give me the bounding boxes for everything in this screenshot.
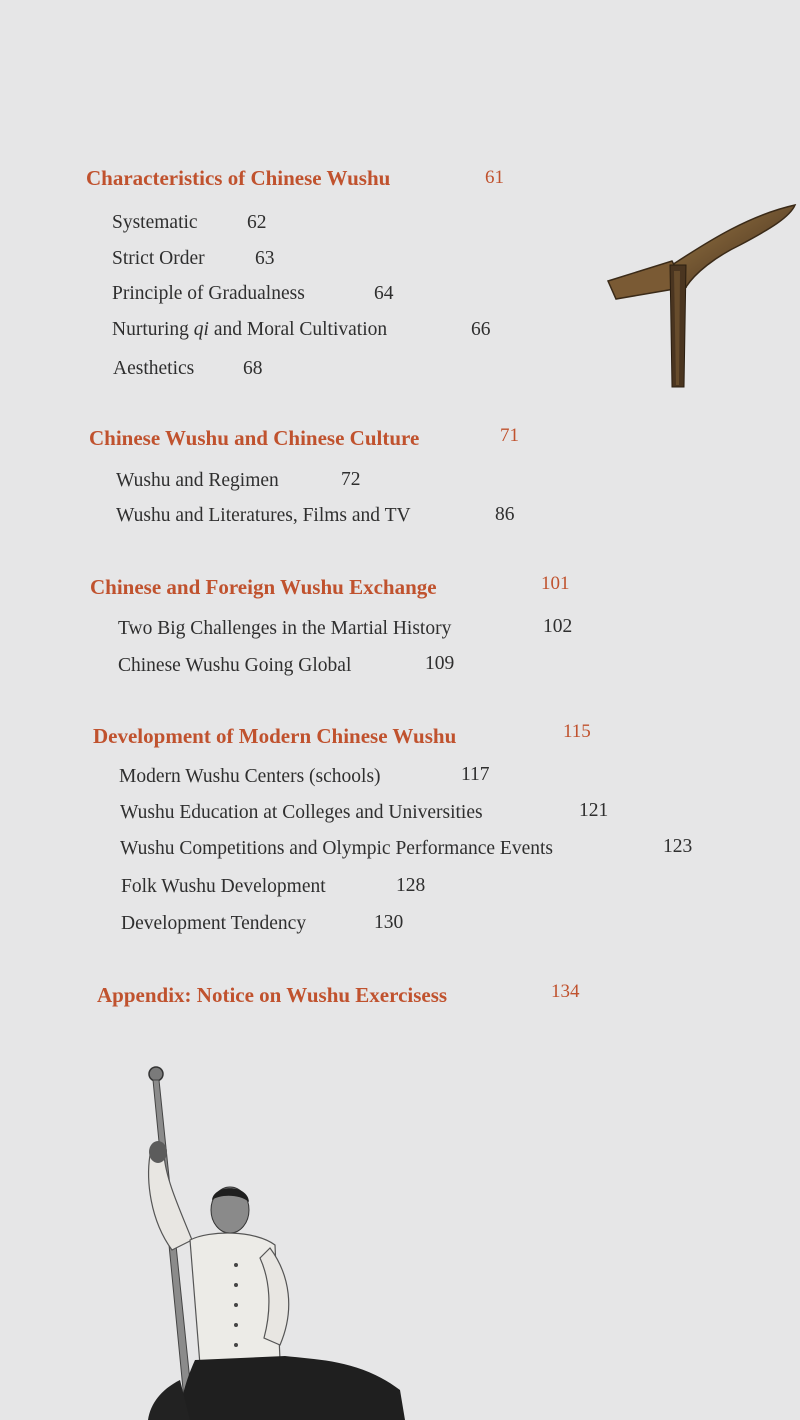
toc-entry-page: 63 (255, 248, 275, 269)
toc-entry-page: 66 (471, 319, 491, 340)
section-title: Characteristics of Chinese Wushu (86, 166, 391, 190)
section-page-number: 61 (485, 167, 504, 188)
toc-entry-page: 109 (425, 653, 455, 674)
toc-entry-label: Wushu Education at Colleges and Universities (120, 802, 483, 823)
toc-entry-label: Strict Order (112, 248, 205, 269)
toc-entry-label: Development Tendency (121, 913, 307, 934)
toc-entry-page: 130 (374, 912, 404, 933)
toc-entry-label (112, 319, 387, 341)
toc-entry-page: 72 (341, 469, 361, 490)
wushu-practitioner-photo (120, 1060, 420, 1420)
toc-entry-label-italic: qi (193, 319, 209, 340)
toc-entry-page: 128 (396, 875, 426, 896)
toc-entry-label: Wushu and Regimen (116, 470, 279, 491)
toc-entry-label: Chinese Wushu Going Global (118, 655, 352, 676)
toc-entry-label: Modern Wushu Centers (schools) (119, 766, 381, 787)
toc-entry-label: Systematic (112, 212, 198, 233)
toc-entry-page: 102 (543, 616, 573, 637)
toc-entry-page: 86 (495, 504, 515, 525)
toc-entry-page: 121 (579, 800, 609, 821)
toc-entry-page: 68 (243, 358, 263, 379)
toc-entry-page: 123 (663, 836, 693, 857)
toc-entry-label: Wushu Competitions and Olympic Performance Events (120, 838, 554, 859)
toc-entry-label-part: and Moral Cultivation (208, 319, 388, 340)
toc-entry-label: Principle of Gradualness (112, 283, 305, 304)
section-title: Development of Modern Chinese Wushu (93, 724, 457, 748)
section-page-number: 134 (551, 981, 580, 1002)
section-title: Chinese Wushu and Chinese Culture (89, 426, 420, 450)
toc-entry-label: Wushu and Literatures, Films and TV (116, 505, 411, 526)
toc-entry-page: 64 (374, 283, 394, 304)
section-page-number: 115 (563, 721, 591, 742)
dagger-axe-icon (600, 195, 800, 395)
toc-entry-page: 117 (461, 764, 490, 785)
section-title: Chinese and Foreign Wushu Exchange (90, 575, 437, 599)
section-page-number: 101 (541, 573, 570, 594)
section-page-number: 71 (500, 425, 519, 446)
toc-entry-label: Aesthetics (113, 358, 195, 379)
toc-entry-page: 62 (247, 212, 267, 233)
toc-entry-label: Folk Wushu Development (121, 876, 326, 897)
section-title: Appendix: Notice on Wushu Exercisess (97, 983, 448, 1007)
toc-entry-label-part: Nurturing (112, 319, 194, 340)
toc-entry-label: Two Big Challenges in the Martial History (118, 618, 452, 639)
